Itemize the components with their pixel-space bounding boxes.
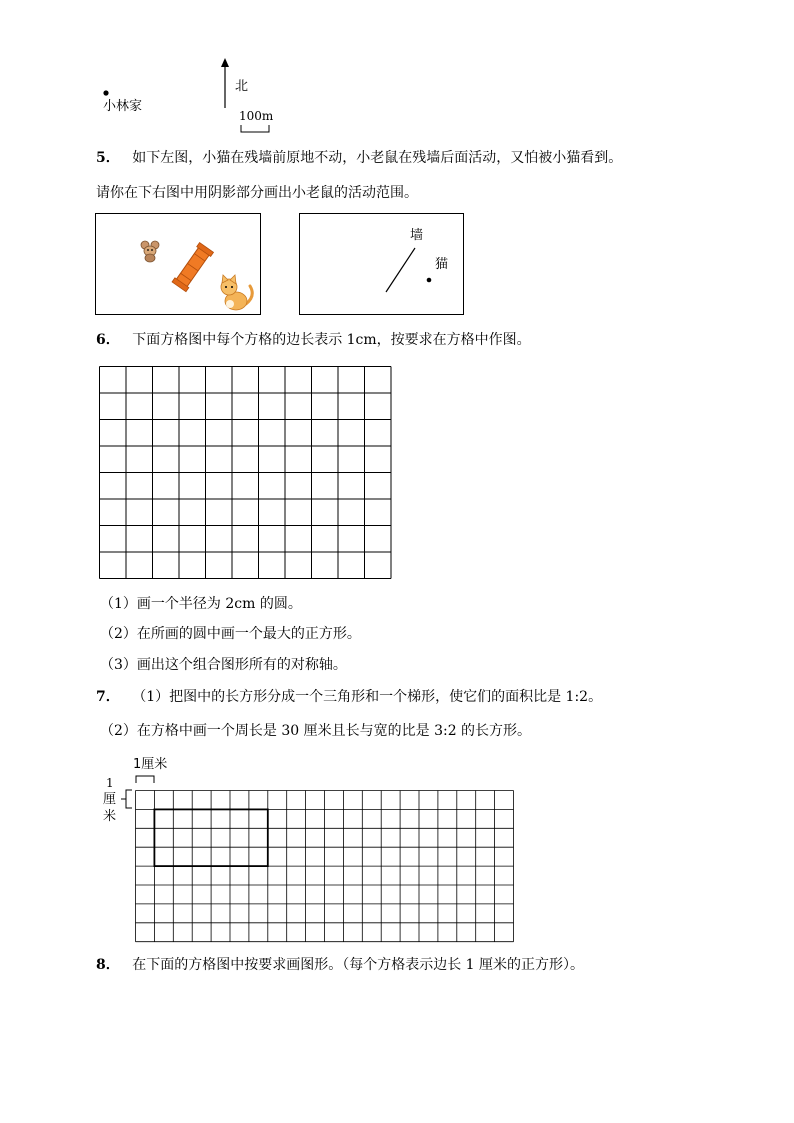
- cat-label: 猫: [435, 257, 449, 272]
- q7-unit-top: 1厘米: [133, 757, 168, 772]
- q6-line: [96, 333, 531, 347]
- mouse-icon: [140, 240, 160, 262]
- scale-bar-icon: [240, 124, 270, 134]
- q8-text: 在下面的方格图中按要求画图形。（每个方格表示边长 1 厘米的正方形）。: [132, 957, 585, 973]
- q7-line2: （2）在方格中画一个周长是 30 厘米且长与宽的比是 3:2 的长方形。: [100, 723, 532, 739]
- q8-number: 8．: [96, 957, 120, 973]
- q6-sub1: （1）画一个半径为 2cm 的圆。: [100, 596, 302, 612]
- home-dot-icon: [102, 89, 110, 97]
- q5-left-figure: [95, 213, 261, 315]
- q7-number: 7．: [96, 689, 120, 705]
- cat-icon: [216, 274, 256, 312]
- q7-text1: （1）把图中的长方形分成一个三角形和一个梯形，使它们的面积比是 1:2。: [132, 689, 603, 705]
- q7-grid[interactable]: [135, 790, 515, 943]
- wall-label: 墙: [410, 228, 424, 243]
- q6-number: 6．: [96, 332, 120, 348]
- q7-unit-side-1: 1: [106, 776, 114, 790]
- north-label: 北: [235, 79, 249, 94]
- north-arrow-icon: [219, 58, 231, 110]
- q5-line1: [96, 151, 622, 165]
- q6-sub3: （3）画出这个组合图形所有的对称轴。: [100, 657, 347, 673]
- q7-unit-side-3: 米: [103, 809, 117, 824]
- q5-number: 5．: [96, 150, 120, 166]
- q8-line: [96, 958, 584, 972]
- q5-right-figure: [299, 213, 464, 315]
- broken-wall-icon: [170, 234, 218, 298]
- q6-sub2: （2）在所画的圆中画一个最大的正方形。: [100, 626, 361, 642]
- home-label: 小林家: [103, 99, 143, 114]
- map-fragment: [95, 58, 295, 138]
- q6-grid[interactable]: [99, 366, 392, 579]
- scale-label: 100m: [239, 109, 274, 123]
- q7-line1: [96, 690, 602, 704]
- q7-unit-top-bracket: [135, 772, 157, 784]
- q6-text: 下面方格图中每个方格的边长表示 1cm，按要求在方格中作图。: [132, 332, 531, 348]
- q5-line2: 请你在下右图中用阴影部分画出小老鼠的活动范围。: [96, 185, 418, 201]
- q5-text1: 如下左图，小猫在残墙前原地不动，小老鼠在残墙后面活动，又怕被小猫看到。: [132, 150, 623, 166]
- q7-unit-side-2: 厘: [103, 792, 117, 807]
- cat-dot: [427, 278, 432, 283]
- q7-unit-side-bracket: [120, 789, 134, 811]
